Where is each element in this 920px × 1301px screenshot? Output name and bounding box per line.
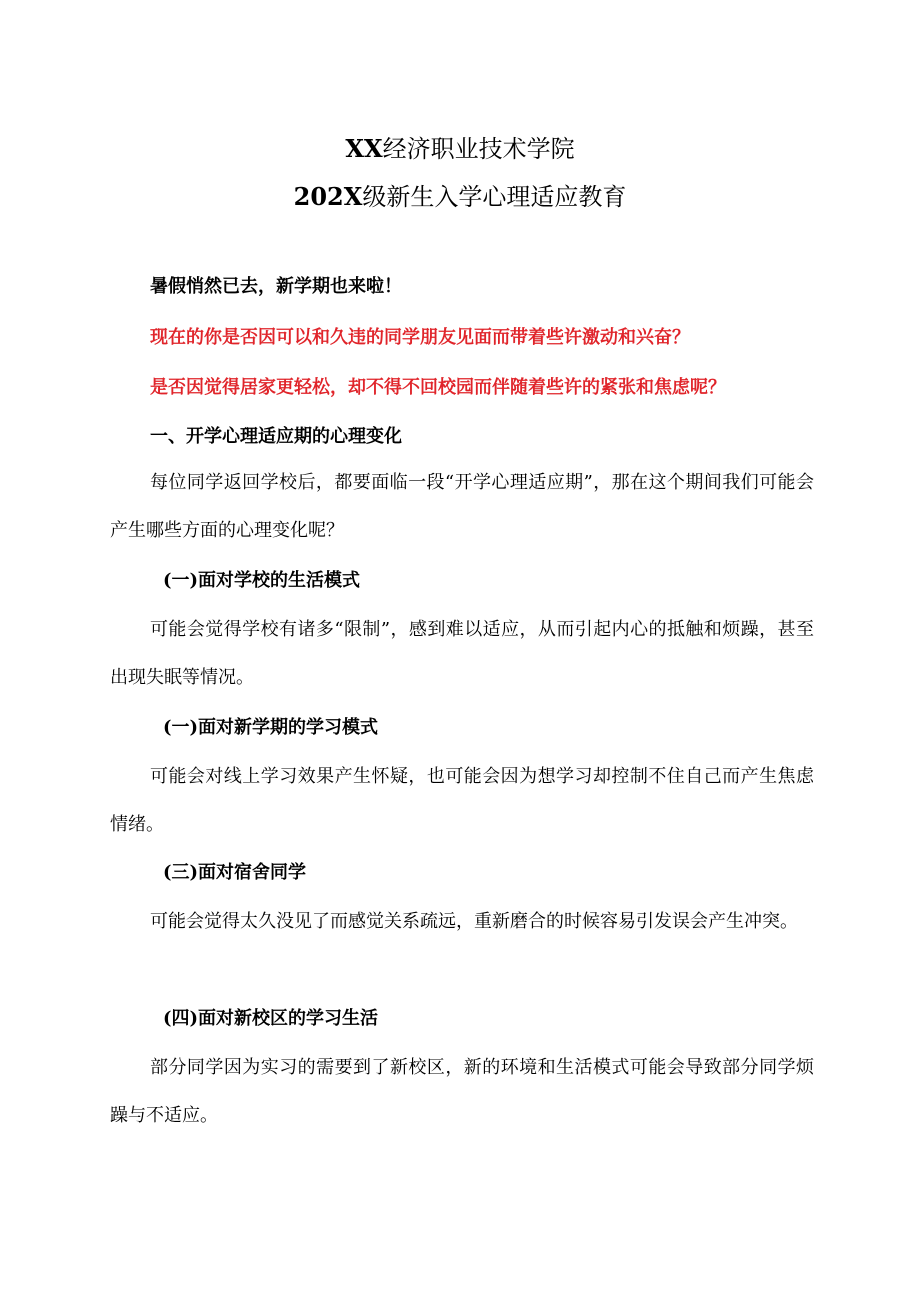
subsection-paragraph-2: 可能会对线上学习效果产生怀疑，也可能会因为想学习却控制不住自己而产生焦虑情绪。 — [110, 766, 814, 835]
document-title-year: 202X — [293, 182, 363, 211]
school-title-prefix: XX — [345, 134, 383, 163]
subsection-heading-4: (四)面对新校区的学习生活 — [163, 1008, 379, 1029]
document-title-text: 级新生入学心理适应教育 — [362, 183, 627, 211]
subsection-heading-3: (三)面对宿舍同学 — [163, 862, 307, 883]
subsection-paragraph-4: 部分同学因为实习的需要到了新校区，新的环境和生活模式可能会导致部分同学烦躁与不适应。 — [110, 1057, 814, 1126]
subsection-paragraph-1: 可能会觉得学校有诸多“限制”，感到难以适应，从而引起内心的抵触和烦躁，甚至出现失眠等情况。 — [110, 619, 814, 688]
subsection-paragraph-3: 可能会觉得太久没见了而感觉关系疏远，重新磨合的时候容易引发误会产生冲突。 — [150, 911, 798, 932]
document-title — [0, 181, 920, 213]
question-line-2: 是否因觉得居家更轻松，却不得不回校园而伴随着些许的紧张和焦虑呢？ — [150, 377, 726, 398]
intro-line: 暑假悄然已去，新学期也来啦！ — [150, 276, 402, 297]
school-title — [0, 133, 920, 165]
section-heading-1: 一、开学心理适应期的心理变化 — [150, 426, 402, 447]
school-title-name: 经济职业技术学院 — [382, 135, 575, 163]
question-line-1: 现在的你是否因可以和久违的同学朋友见面而带着些许激动和兴奋？ — [150, 327, 690, 348]
subsection-heading-2: (一)面对新学期的学习模式 — [163, 717, 379, 738]
section-paragraph-1: 每位同学返回学校后，都要面临一段“开学心理适应期”，那在这个期间我们可能会产生哪些方面的心理变化呢？ — [110, 472, 814, 541]
subsection-heading-1: (一)面对学校的生活模式 — [163, 570, 361, 591]
